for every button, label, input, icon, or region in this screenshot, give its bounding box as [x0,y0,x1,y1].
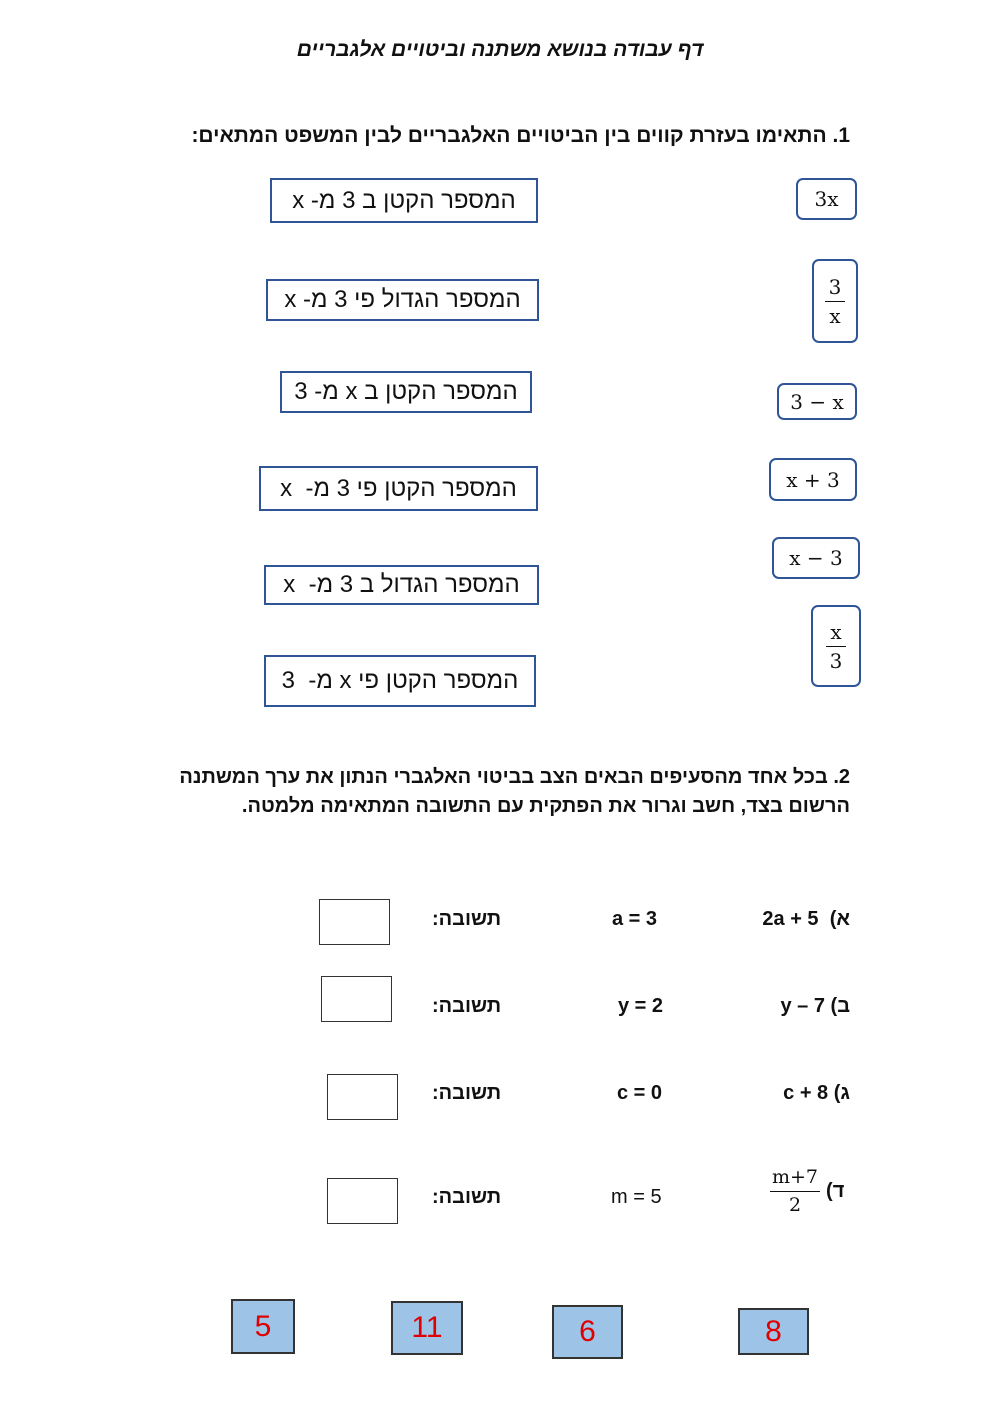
expression-text: x − 3 [789,546,843,570]
question-2-text: 2. בכל אחד מהסעיפים הבאים הצב בביטוי האלגברי הנתון את ערך המשתנה הרשום בצד, חשב וגרור את הפתקית עם התשובה המתאימה מלמטה. [179,766,850,817]
item-b-value: y = 2 [618,995,664,1017]
phrase-box-6[interactable]: המספר הקטן פי x מ- 3 [264,655,536,707]
answer-box-b[interactable] [321,976,392,1022]
item-expression: 7 – y [780,995,825,1017]
expression-text: x + 3 [786,467,840,492]
item-fraction [770,1168,820,1215]
item-b [780,995,850,1018]
expression-box-6[interactable] [811,605,861,687]
item-d-value: m = 5 [611,1186,662,1208]
question-1-text: 1. התאימו בעזרת קווים בין הביטויים האלגבריים לבין המשפט המתאים: [191,124,850,147]
answer-label-c: תשובה: [432,1082,502,1104]
fraction-numerator: x [826,622,845,647]
item-label: ד) [826,1180,845,1202]
fraction-numerator: m+7 [770,1168,820,1192]
answer-tile-8[interactable]: 8 [738,1308,809,1355]
page-title: דף עבודה בנושא משתנה וביטויים אלגבריים [296,38,704,61]
item-c-value: c = 0 [617,1082,663,1104]
answer-tile-6[interactable]: 6 [552,1305,623,1359]
item-a [762,908,850,931]
phrase-box-4[interactable]: המספר הקטן פי 3 מ- x [259,466,538,511]
phrase-box-5[interactable]: המספר הגדול ב 3 מ- x [264,565,539,605]
expression-text: 3 − x [790,389,844,414]
answer-box-a[interactable] [319,899,390,945]
answer-label-b: תשובה: [432,995,502,1017]
item-label: ב) [830,995,850,1017]
answer-tile-5[interactable]: 5 [231,1299,295,1354]
fraction-denominator: x [829,303,841,328]
answer-label-a: תשובה: [432,908,502,930]
item-expression: 2a + 5 [762,908,819,930]
fraction [826,619,847,673]
item-expression: c + 8 [783,1082,829,1104]
fraction [825,274,846,328]
expression-box-1[interactable] [796,178,857,220]
item-a-value: a = 3 [612,908,658,930]
phrase-box-3[interactable]: המספר הקטן ב x מ- 3 [280,371,532,413]
item-label: ג) [833,1082,850,1104]
phrase-box-2[interactable]: המספר הגדול פי 3 מ- x [266,279,539,321]
expression-box-5[interactable] [772,537,860,579]
answer-box-d[interactable] [327,1178,398,1224]
item-c [783,1082,850,1105]
answer-tile-11[interactable]: 11 [391,1301,463,1355]
answer-label-d: תשובה: [432,1186,502,1208]
answer-box-c[interactable] [327,1074,398,1120]
expression-box-3[interactable] [777,383,857,420]
item-d [770,1168,844,1215]
fraction-numerator: 3 [825,277,846,302]
phrase-box-1[interactable]: המספר הקטן ב 3 מ- x [270,178,538,223]
expression-box-4[interactable] [769,458,857,501]
expression-text: 3x [814,187,839,211]
expression-box-2[interactable] [812,259,858,343]
item-label: א) [829,908,850,930]
fraction-denominator: 3 [829,648,843,673]
fraction-denominator: 2 [788,1194,802,1216]
